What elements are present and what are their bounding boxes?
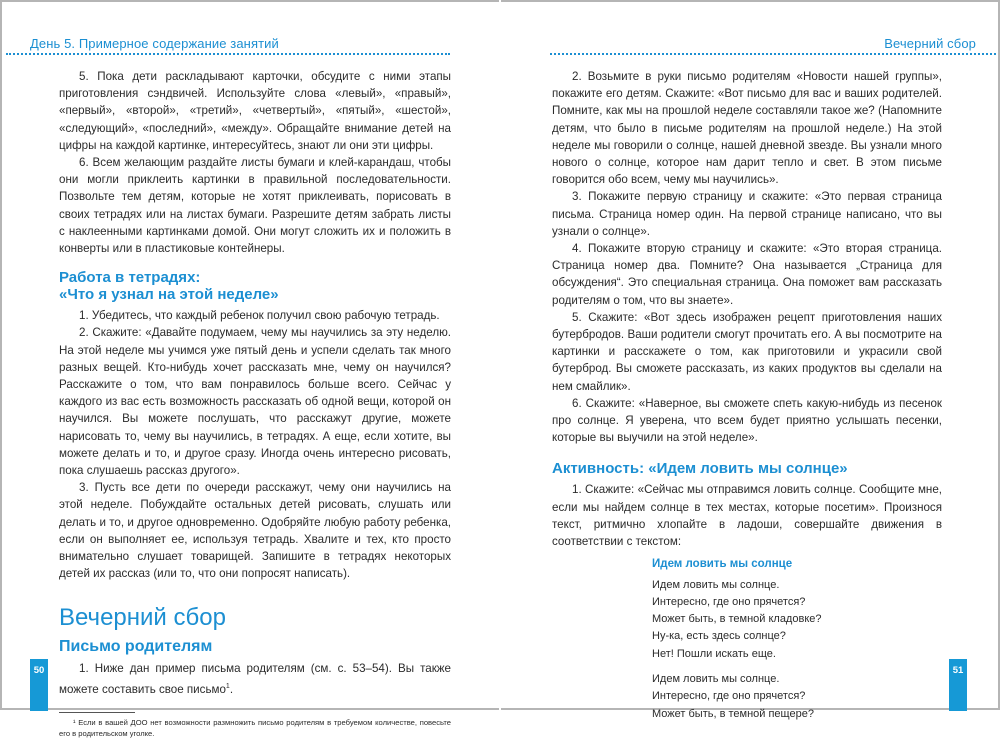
poem-line: Интересно, где оно прячется? (652, 690, 806, 703)
left-page-content (59, 68, 451, 739)
poem-line: Нет! Пошли искать еще. (652, 647, 776, 660)
header-dotted-rule (6, 53, 450, 55)
right-page-content (552, 68, 942, 731)
running-head-right: Вечерний сбор (884, 36, 976, 51)
poem-line: Может быть, в темной пещере? (652, 707, 814, 720)
heading-line: Работа в тетрадях: (59, 269, 201, 287)
paragraph-end: . (229, 682, 234, 696)
poem-title: Идем ловить мы солнце (652, 558, 793, 571)
paragraph: 1. Убедитесь, что каждый ребенок получил свою рабочую тетрадь. (79, 309, 440, 323)
paragraph: 5. Скажите: «Вот здесь изображен рецепт приготовления наших бутербродов. Ваши родители смогут прочитать его. А вы посмотрите на картинки и расскажете о том, как приготовили и украсили свой бутерброд. Вы сможете рассказать, из каких продуктов вы сделали на нем смайлик». (552, 310, 942, 393)
poem (652, 556, 942, 723)
paragraph: 5. Пока дети раскладывают карточки, обсудите с ними этапы приготовления сэндвичей. Используйте слова «левый», «правый», «первый», «второй», «третий», «четвертый», «пятый», «шестой», «следующий», «последний», «между». Обращайте внимание детей на цифры на каждой картинке, интересуйтесь, знают ли они эти цифры. (59, 70, 451, 152)
subheading-letter: Письмо родителям (59, 638, 213, 656)
paragraph: 2. Возьмите в руки письмо родителям «Новости нашей группы», покажите его детям. Скажите: «Вот письмо для вас и ваших родителей. Помните, как мы на прошлой неделе составляли такое же? (Напомните детям, что было в письме родителям на прошлой неделе.) На этой неделе мы говорили о солнце, нашей дневной звезде. Вы узнали много нового о солнце, которое нам дарит тепло и свет. В этом письме говорится обо всем, чему мы научились». (552, 70, 942, 187)
footnote: ¹ Если в вашей ДОО нет возможности размножить письмо родителям в требуемом количестве, повесьте его в родительском уголке. (59, 717, 451, 738)
paragraph: 1. Скажите: «Сейчас мы отправимся ловить солнце. Сообщите мне, если мы найдем солнце в тех местах, которые посетим». Произнося текст, ритмично хлопайте в ладоши, совершайте движения в соответствии с текстом: (552, 483, 942, 549)
section-heading-notebooks (59, 269, 451, 303)
poem-stanza (652, 577, 942, 663)
poem-line: Интересно, где оно прячется? (652, 595, 806, 608)
page-number-tab: 50 (30, 659, 48, 711)
poem-line: Может быть, в темной кладовке? (652, 613, 822, 626)
left-page (0, 0, 499, 738)
page-number-tab: 51 (949, 659, 967, 711)
paragraph: 4. Покажите вторую страницу и скажите: «Это вторая страница. Страница номер два. Помните? Она называется „Страница для обсуждения“. Это специальная страница. Она поможет вам рассказать родителям о том, что вы знаете». (552, 242, 942, 307)
heading-line: «Что я узнал на этой неделе» (59, 286, 279, 304)
paragraph: 6. Скажите: «Наверное, вы сможете спеть какую-нибудь из песенок про солнце. Я уверена, что всем будет приятно услышать песенки, которые вы выучили на этой неделе». (552, 396, 942, 445)
section-heading-evening: Вечерний сбор (59, 604, 226, 632)
paragraph: 6. Всем желающим раздайте листы бумаги и клей-карандаш, чтобы они могли приклеить картинки в правильной последовательности. Позвольте тем детям, которые не хотят приклеивать, порисовать в своих тетрадях или на листах бумаги. Разрешите детям забрать листы с наклеенными картинками домой. Они могут сложить их и положить в конверты или в пластиковые контейнеры. (59, 156, 451, 256)
running-head-left: День 5. Примерное содержание занятий (30, 36, 279, 51)
paragraph: 2. Скажите: «Давайте подумаем, чему мы научились за эту неделю. На этой неделе мы учимся уже пятый день и успели сделать так много разных вещей. Кто-нибудь хочет рассказать мне, чему он научился? Расскажите о том, что вам понравилось больше всего. Сейчас у каждого из вас есть возможность рассказать об одной вещи, которой он научился. Вы можете послушать, что расскажут другие, можете нарисовать то, чему вы научились, в тетрадях. А еще, если хотите, вы можете делать и то, и другое сразу. Иногда очень интересно рисовать, пока слушаешь рассказ другого». (59, 326, 451, 478)
section-heading-activity: Активность: «Идем ловить мы солнце» (552, 460, 848, 478)
right-page (501, 0, 1000, 720)
poem-line: Идем ловить мы солнце. (652, 673, 780, 686)
header-dotted-rule (550, 53, 996, 55)
paragraph-text: 1. Ниже дан пример письма родителям (см. с. 53–54). Вы также можете составить свое письмо (59, 662, 451, 696)
paragraph-letter (59, 660, 451, 697)
poem-stanza (652, 671, 942, 723)
paragraph: 3. Покажите первую страницу и скажите: «Это первая страница письма. Страница номер один. На первой странице написано, что вы узнали о солнце». (552, 190, 942, 238)
poem-line: Ну-ка, есть здесь солнце? (652, 630, 786, 643)
footnote-marker: 1 (225, 682, 230, 690)
paragraph: 3. Пусть все дети по очереди расскажут, чему они научились на этой неделе. Побуждайте остальных детей рисовать, слушать или делать и то, и другое одновременно. Одобряйте любую работу ребенка, если он выполняет ее, используя тетрадь. Хвалите и тех, кто просто внимательно слушает товарищей. Запишите в тетрадях некоторых детей их рассказ (или то, что они попросят написать). (59, 481, 451, 581)
poem-line: Идем ловить мы солнце. (652, 578, 780, 591)
